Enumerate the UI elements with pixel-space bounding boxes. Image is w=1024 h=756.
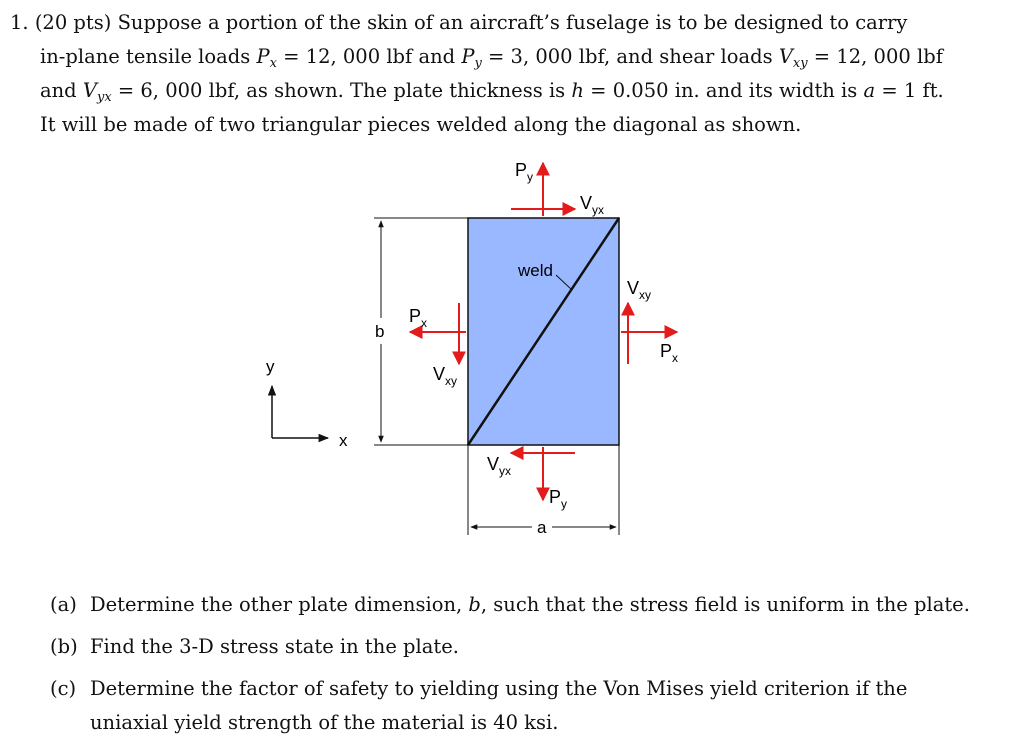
px-symbol: P [256, 45, 270, 68]
weld-label: weld [518, 261, 553, 280]
problem-line-4: It will be made of two triangular pieces welded along the diagonal as shown. [40, 113, 802, 136]
px-left-label: $P_x$ [409, 306, 428, 330]
a-symbol: a [863, 79, 876, 102]
part-text: Determine the factor of safety to yielding using the Von Mises yield criterion if the uniaxial yield strength of the material is 40 ksi. [90, 677, 908, 734]
vxy-subscript: xy [792, 56, 808, 71]
px-subscript: x [269, 56, 277, 71]
problem-line-3 [10, 74, 970, 108]
py-value: = 3, 000 lbf, and shear loads [481, 45, 779, 68]
y-axis-label: y [266, 357, 275, 376]
problem-number: 1. [10, 11, 29, 34]
problem-line-2 [10, 40, 970, 74]
vxy-symbol: V [778, 45, 793, 68]
question-parts [50, 588, 980, 748]
part-label: (b) [50, 635, 78, 658]
vyx-value: = 6, 000 lbf, as shown. The plate thickness is [111, 79, 572, 102]
problem-text: and [40, 79, 83, 102]
vyx-bottom-label: $V_{yx}$ [487, 454, 512, 478]
part-c [50, 672, 980, 740]
part-a-text: Determine the other plate dimension, [90, 593, 469, 616]
part-label: (c) [50, 677, 77, 700]
vyx-subscript: yx [96, 90, 112, 105]
problem-text: Suppose a portion of the skin of an aircraft’s fuselage is to be designed to carry [117, 11, 908, 34]
part-b [50, 630, 980, 664]
problem-line-1 [10, 6, 970, 40]
px-right-label: $P_x$ [660, 341, 679, 365]
vxy-right-label: $V_{xy}$ [627, 278, 652, 302]
px-value: = 12, 000 lbf and [276, 45, 462, 68]
plate-diagram [0, 150, 1024, 550]
part-label: (a) [50, 593, 77, 616]
part-text: Find the 3-D stress state in the plate. [90, 635, 459, 658]
vyx-top-label: $V_{yx}$ [580, 193, 605, 217]
h-value: = 0.050 in. and its width is [583, 79, 864, 102]
part-a-text: , such that the stress field is uniform in the plate. [480, 593, 970, 616]
b-label: b [375, 322, 385, 341]
vyx-symbol: V [82, 79, 97, 102]
vxy-left-label: $V_{xy}$ [433, 364, 458, 388]
problem-points: (20 pts) [34, 11, 112, 34]
part-a [50, 588, 980, 622]
vxy-value: = 12, 000 lbf [807, 45, 943, 68]
problem-text: in-plane tensile loads [40, 45, 257, 68]
h-symbol: h [571, 79, 584, 102]
x-axis-label: x [339, 431, 348, 450]
a-value: = 1 ft. [875, 79, 944, 102]
a-label: a [537, 518, 547, 537]
py-subscript: y [474, 56, 482, 71]
b-symbol: b [468, 593, 481, 616]
py-top-label: $P_y$ [515, 160, 534, 184]
py-bottom-label: $P_y$ [549, 487, 568, 511]
problem-statement [10, 6, 970, 142]
py-symbol: P [461, 45, 475, 68]
part-text [90, 588, 980, 622]
